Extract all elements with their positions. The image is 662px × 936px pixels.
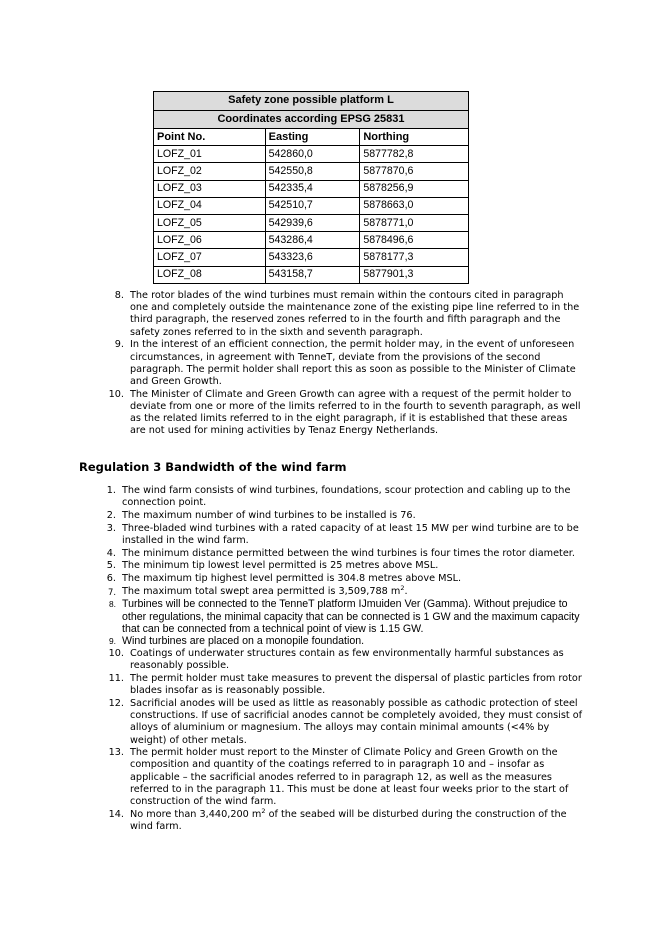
item-number: 10. <box>108 648 124 660</box>
list-item <box>108 673 584 697</box>
list-item <box>114 339 582 388</box>
table-row <box>154 266 469 283</box>
list-item <box>106 522 584 547</box>
item-text: The permit holder must report to the Minster of Climate Policy and Green Growth on the composition and quantity of the coatings referred to in paragraph 10 and – insofar as applicable – the sacrificial anodes referred to in paragraph 12, as well as the measures referred to in the paragraph 11. This must be done at least four weeks prior to the start of construction of the wind farm. <box>130 747 569 808</box>
table-row <box>154 232 469 249</box>
list-item <box>106 560 584 572</box>
table-row <box>154 249 469 266</box>
list-item <box>109 635 584 648</box>
easting-cell: 542550,8 <box>265 163 360 180</box>
point-cell: LOFZ_07 <box>154 249 266 266</box>
column-header-easting: Easting <box>265 129 360 146</box>
easting-cell: 542510,7 <box>265 197 360 214</box>
item-number: 8. <box>114 290 124 301</box>
item-text: The minimum tip lowest level permitted is 25 metres above MSL. <box>122 560 439 572</box>
table-row <box>154 146 469 163</box>
item-text: The Minister of Climate and Green Growth can agree with a request of the permit holder to deviate from one or more of the limits referred to in the fourth to seventh paragraph, as well as the related limits referred to in the eight paragraph, if it is established that these areas are not used for mining activities by Tenaz Energy Netherlands. <box>130 388 581 437</box>
northing-cell: 5878256,9 <box>360 180 469 197</box>
table-title: Safety zone possible platform L <box>154 92 469 111</box>
table-row <box>154 197 469 214</box>
column-header-northing: Northing <box>360 129 469 146</box>
list-item <box>114 290 582 339</box>
item-number: 9. <box>114 339 124 351</box>
list-item <box>108 697 584 747</box>
item-number: 2. <box>106 509 116 521</box>
point-cell: LOFZ_06 <box>154 232 266 249</box>
item-text: The rotor blades of the wind turbines must remain within the contours cited in paragraph one and completely outside the maintenance zone of the existing pipe line referred to in the third paragraph, the reserved zones referred to in the fourth and fifth paragraph and the safety zones referred to in the sixth and seventh paragraph. <box>130 290 580 338</box>
item-number: 9. <box>109 636 116 647</box>
easting-cell: 543323,6 <box>265 249 360 266</box>
list-item <box>106 509 584 522</box>
item-text: Coatings of underwater structures contain as few environmentally harmful substances as reasonably possible. <box>130 648 564 672</box>
northing-cell: 5878177,3 <box>360 249 469 266</box>
safety-zone-table <box>153 91 469 284</box>
item-text-end: of the seabed will be disturbed during the construction of the wind farm. <box>130 808 567 832</box>
list-item <box>108 806 584 833</box>
item-text: Turbines will be connected to the TenneT platform IJmuiden Ver (Gamma). Without prejudice to other regulations, the minimal capacity that can be connected is 1 GW and the maximum capacity that can be connected from a technical point of view is 1.15 GW. <box>122 598 580 635</box>
list-item <box>109 598 584 635</box>
item-number: 14. <box>108 808 124 820</box>
easting-cell: 542335,4 <box>265 180 360 197</box>
point-cell: LOFZ_04 <box>154 197 266 214</box>
column-header-point: Point No. <box>154 129 266 146</box>
northing-cell: 5877782,8 <box>360 146 469 163</box>
easting-cell: 543286,4 <box>265 232 360 249</box>
northing-cell: 5878496,6 <box>360 232 469 249</box>
item-text: The wind farm consists of wind turbines, foundations, scour protection and cabling up to the connection point. <box>122 485 571 509</box>
northing-cell: 5877870,6 <box>360 163 469 180</box>
item-number: 4. <box>106 547 116 559</box>
easting-cell: 542860,0 <box>265 146 360 163</box>
regulation-3-list <box>106 485 584 834</box>
point-cell: LOFZ_01 <box>154 146 266 163</box>
northing-cell: 5878771,0 <box>360 214 469 231</box>
item-number: 5. <box>106 560 116 572</box>
superscript: 2 <box>261 806 266 815</box>
point-cell: LOFZ_02 <box>154 163 266 180</box>
section-heading: Regulation 3 Bandwidth of the wind farm <box>79 460 347 474</box>
point-cell: LOFZ_03 <box>154 180 266 197</box>
list-item <box>106 572 584 585</box>
item-text: In the interest of an efficient connection, the permit holder may, in the event of unforeseen circumstances, in agreement with TenneT, deviate from the provisions of the second paragraph. The permit holder shall report this as soon as possible to the Minister of Climate and Green Growth. <box>130 339 576 387</box>
item-text: The minimum distance permitted between the wind turbines is four times the rotor diameter. <box>122 547 575 559</box>
item-number: 10. <box>108 388 124 400</box>
list-item <box>108 747 584 808</box>
table-subtitle: Coordinates according EPSG 25831 <box>154 110 469 129</box>
list-item <box>108 583 584 598</box>
item-text: Wind turbines are placed on a monopile foundation. <box>122 635 365 648</box>
table-row <box>154 214 469 231</box>
item-text: No more than 3,440,200 m <box>130 808 262 820</box>
superscript: 2 <box>400 583 405 592</box>
item-number: 13. <box>108 747 124 759</box>
item-number: 6. <box>106 572 116 584</box>
list-item <box>106 547 584 560</box>
item-text: The permit holder must take measures to prevent the dispersal of plastic particles from rotor blades insofar as is reasonably possible. <box>130 673 582 697</box>
item-number: 8. <box>109 599 116 610</box>
regulation-2-list <box>108 290 582 438</box>
northing-cell: 5878663,0 <box>360 197 469 214</box>
list-item <box>106 485 584 509</box>
item-text: The maximum tip highest level permitted is 304.8 metres above MSL. <box>122 572 462 584</box>
item-number: 3. <box>106 522 116 534</box>
item-text: The maximum number of wind turbines to be installed is 76. <box>122 509 416 521</box>
item-text: Three-bladed wind turbines with a rated capacity of at least 15 MW per wind turbine are to be installed in the wind farm. <box>122 522 579 546</box>
item-number: 11. <box>108 673 124 685</box>
item-number: 7. <box>108 586 116 597</box>
table-row <box>154 180 469 197</box>
item-text: The maximum total swept area permitted is 3,509,788 m <box>122 585 401 597</box>
easting-cell: 543158,7 <box>265 266 360 283</box>
item-number: 1. <box>106 485 116 496</box>
table-row <box>154 163 469 180</box>
northing-cell: 5877901,3 <box>360 266 469 283</box>
easting-cell: 542939,6 <box>265 214 360 231</box>
list-item <box>108 388 582 438</box>
point-cell: LOFZ_08 <box>154 266 266 283</box>
item-number: 12. <box>108 697 124 709</box>
list-item <box>108 648 584 672</box>
item-text: Sacrificial anodes will be used as little as reasonably possible as cathodic protection of steel constructions. If use of sacrificial anodes cannot be completely avoided, they must consist of alloys of aluminium or magnesium. The alloys may contain minimal amounts (<4% by weight) of other metals. <box>130 697 583 746</box>
item-text-end: . <box>404 585 408 597</box>
point-cell: LOFZ_05 <box>154 214 266 231</box>
